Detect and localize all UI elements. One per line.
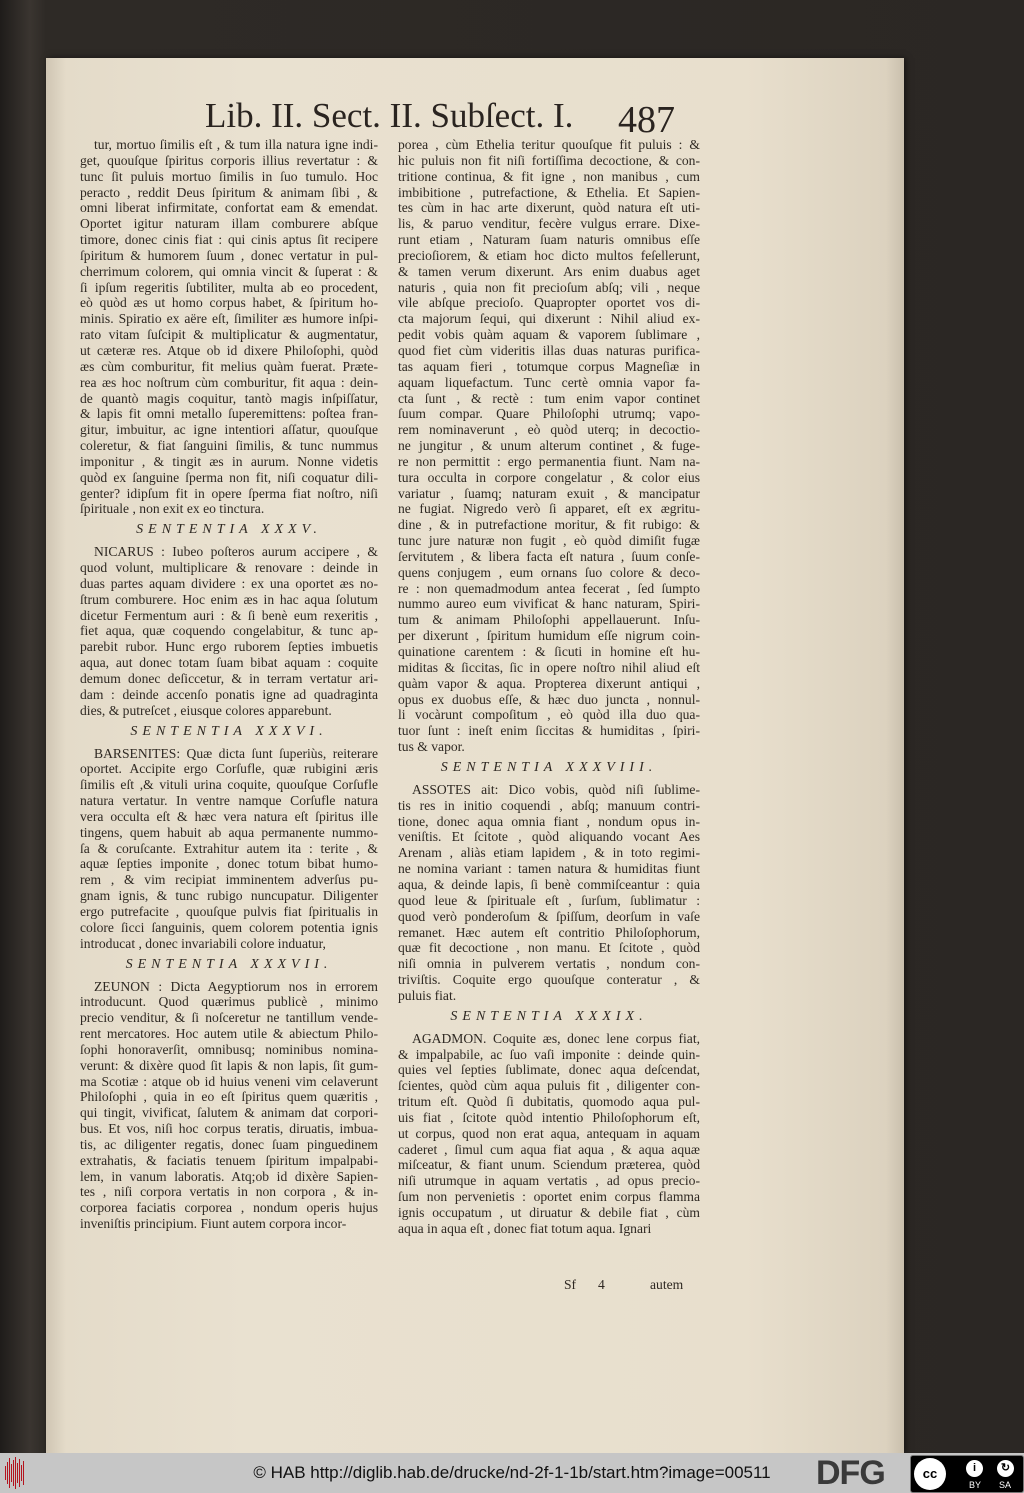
text-line: BARSENITES: Quæ dicta ſunt ſuperiùs, reiterare (94, 745, 378, 761)
section-heading: SENTENTIA XXXV. (136, 522, 322, 538)
text-line: ignis occupatum , ut diruatur & debile fiat , cùm (398, 1205, 700, 1220)
text-line: parebit rubor. Hunc ergo ruborem ſepties imbuetis (80, 639, 378, 655)
paragraph (80, 544, 378, 718)
text-line: tura occulta in corpore congelatur , & color eius (398, 469, 700, 485)
text-line: genter? idipſum fit in opere ſperma fiat noſtro, niſi (80, 485, 378, 501)
text-line: oportet. Accipite ergo Corſufle, quæ rubigini æris (80, 761, 378, 777)
text-line: ſpiritum & humorem ſuum , donec vertatur in pul- (80, 247, 378, 263)
section-heading: SENTENTIA XXXVI. (130, 723, 328, 739)
text-line: quod volunt, multiplicare & renovare : deinde in (80, 560, 378, 576)
text-line: de quantò magis coquitur, tantò magis inſpiſſatur, (80, 390, 378, 406)
text-line: imbibitione , putrefactione, & Ethelia. Et Sapien- (398, 184, 700, 200)
signature-mark: Sf (564, 1277, 577, 1292)
text-line: dine , & in putrefactione moritur, & fit rubigo: & (398, 517, 700, 533)
by-label: BY (969, 1480, 982, 1490)
text-line: bus. Et vos, niſi hoc corpus teratis, diruatis, imbua- (80, 1121, 378, 1137)
text-line: vera occulta eſt & hæc vera natura eſt ſpiritus ille (80, 808, 378, 824)
text-line: rea æs hoc noſtrum cùm comburitur, fit aqua : dein- (80, 374, 378, 390)
text-line: ASSOTES ait: Dico vobis, quòd niſi ſublime- (412, 781, 700, 797)
text-line: dies, & putreſcet , eiusque colores apparebunt. (80, 702, 332, 718)
text-line: peracto , reddit Deus ſpiritum & animam ſibi , & (80, 184, 378, 200)
text-line: ut cæteræ res. Atque ob id dixere Philoſophi, quòd (80, 342, 378, 358)
text-line: cta majorum ſequi, qui dixerunt : Nihil aliud ex- (398, 311, 700, 327)
text-line: tuor ſunt : ineſt enim ſiccitas & humiditas , ſpiri- (398, 723, 700, 739)
text-line: ne nomina variant : tamen natura & humiditas fiunt (398, 861, 700, 877)
section-heading: SENTENTIA XXXVII. (125, 956, 333, 972)
text-line: ſpirituale , non exit ex eo tinctura. (80, 501, 265, 517)
text-line: tunc jure naturæ non fugit , eò quòd dimiſit fugæ (398, 533, 700, 549)
text-line: colore ſicci ſanguinis, quem colorem potentia ignis (80, 919, 378, 935)
text-line: dam : deinde accenſo ponatis igne ad quadraginta (80, 686, 378, 702)
text-line: li vocàrunt compoſitum , eò quòd illa duo qua- (398, 707, 700, 723)
paragraph (80, 746, 378, 952)
text-line: & tamen verum dixerunt. Ars enim duabus aget (398, 263, 700, 279)
text-line: natura vertatur. In ventre namque Corſufle natura (80, 793, 378, 809)
section-heading: SENTENTIA XXXVIII. (440, 759, 658, 775)
text-line: tas aquam fieri , totumque corpus Magneſiæ in (398, 358, 700, 374)
text-line: re non permittit : ergo permanentia fiunt. Nam na- (398, 453, 700, 469)
catchword: autem (650, 1277, 684, 1292)
text-line: quod leue & ſpirituale eſt , ſurſum, ſublimatur : (398, 892, 700, 908)
text-line: puluis fiat. (398, 987, 457, 1003)
text-line: precioſiorem, & etiam hoc dicto multos feſellerunt, (398, 247, 700, 263)
text-line: tes cùm in hac arte dixerunt, quòd natura eſt uti- (398, 200, 700, 216)
text-line: nummo aureo eum vivificat & hanc naturam, Spiri- (398, 596, 700, 612)
right-column (398, 137, 700, 1237)
text-line: ſi ipſum regeritis ſubtiliter, multa ab eo procedent, (80, 279, 378, 295)
text-line: aqua in aqua eſt , donec fiat totum aqua. Ignari (398, 1220, 652, 1236)
text-line: corporea faciatis corporea , nondum operis hujus (80, 1200, 378, 1216)
text-line: quinatione carentem : & ſicuti in homine eſt hu- (398, 644, 700, 659)
text-line: niſi omnia in pulverem vertatis , nondum con- (398, 956, 700, 972)
text-line: aquæ ſepties imponite , donec totum bibat humo- (80, 856, 378, 872)
page-number: 487 (618, 99, 675, 141)
text-line: lis, & paruo venditur, fecère vulgus errare. Dixe- (398, 216, 700, 232)
text-line: Philoſophi , quia in eo eſt ſpiritus quem quæritis , (80, 1089, 378, 1105)
text-line: AGADMON. Coquite æs, donec lene corpus fiat, (412, 1030, 700, 1046)
text-line: tur, mortuo ſimilis eſt , & tum illa natura igne indi- (94, 137, 378, 152)
text-line: dicetur Fermentum auri : & ſi benè eum rexeritis , (80, 607, 378, 623)
text-line: coleretur, & fiat ſanguini ſimilis, & tunc nummus (80, 438, 378, 454)
text-line: quæ fit decoctione , non manu. Et ſcitote , quòd (398, 940, 700, 956)
text-line: ſuum compar. Quare Philoſophi utrumq; vapo- (398, 406, 700, 422)
text-line: duas partes aquam dividere : ex una oportet æs no- (80, 575, 378, 591)
text-line: ne fugiat. Nigredo verò ſi apparet, eſt ex ægritu- (398, 501, 700, 517)
text-line: ſum non pervenietis : oportet enim corpus flamma (398, 1189, 700, 1205)
text-line: remanet. Hæc autem eſt contritio Philoſophorum, (398, 924, 700, 940)
text-line: verunt: & dixère quod ſit lapis & non lapis, ſit gum- (80, 1057, 378, 1073)
text-line: introducat , donec invariabili colore induatur, (80, 935, 326, 951)
text-line: quòd ex ſanguine ſperma non fit, niſi coquatur dili- (80, 469, 378, 485)
text-line: æs cùm comburitur, fit melius quàm fuerat. Præte- (80, 358, 378, 374)
text-line: porea , cùm Ethelia teritur quouſque fit puluis : & (398, 137, 700, 152)
by-icon: i (966, 1460, 983, 1477)
text-line: ſimilis eſt ,& vituli urina coquite, quouſque Corſufle (80, 777, 378, 793)
paragraph (398, 782, 700, 1004)
text-line: fiet aqua, quæ coquendo congelabitur, & tunc ap- (80, 623, 378, 639)
text-line: variatur , ſuamq; naturam exuit , & mancipatur (398, 485, 700, 501)
text-line: ma Scotiæ : atque ob id huius veneni vim celaverunt (80, 1073, 378, 1089)
text-line: uis fiat , ſcitote quòd intentio Philoſophorum eſt, (398, 1109, 700, 1125)
text-line: hic puluis non fit niſi fortiſſima decoctione, & con- (398, 152, 700, 168)
text-line: tes , niſi corpora vertatis in non corpora , & in- (80, 1184, 378, 1200)
text-line: re : non quemadmodum antea fecerat , ſed ſumpto (398, 580, 700, 596)
text-line: tingens, quem habuit ab aqua permanente nummo- (80, 824, 378, 840)
text-line: niſi utrumque in aquam vertatis , ad opus precio- (398, 1173, 700, 1189)
text-line: NICARUS : Iubeo poſteros aurum accipere , & (94, 544, 378, 560)
text-line: ZEUNON : Dicta Aegyptiorum nos in errorem (94, 978, 378, 994)
text-line: Oportet igitur naturam illam comburere abſque (80, 216, 378, 232)
text-line: gitur, imbuitur, ac igne intentiori aſſatur, quouſque (80, 422, 378, 438)
text-line: quàm vapor & aqua. Propterea dixerunt antiqui , (398, 675, 700, 691)
text-line: tis res in initio coquendi , abſq; manuum contri- (398, 797, 700, 813)
cc-license-badge[interactable] (910, 1455, 1024, 1493)
text-line: cta ſunt , & rectè : tum enim vapor continet (398, 390, 700, 406)
paragraph (80, 979, 378, 1233)
text-line: aquam liquefactum. Tunc certè omnia vapor fa- (398, 374, 700, 390)
footer-bar (0, 1453, 1024, 1493)
text-line: tritione continua, & fit igne , non manibus , cum (398, 168, 700, 184)
text-line: vile abſque precioſo. Quapropter oportet vos di- (398, 295, 700, 311)
citation-link[interactable]: © HAB http://diglib.hab.de/drucke/nd-2f-1-1b/start.htm?image=00511 (253, 1463, 771, 1482)
text-line: gnam ignis, & tunc rubigo nuncupatur. Diligenter (80, 888, 378, 904)
text-line: tritum eſt. Quòd ſi dubitatis, quomodo aqua pul- (398, 1094, 700, 1110)
text-line: get, quouſque ſpiritus corporis illius revertatur : & (80, 152, 378, 168)
text-line: pedit vobis quàm aquam & vaporem ſublimare , (398, 327, 700, 343)
text-line: ſtrum comburere. Hoc enim æs in hac aqua ſolutum (80, 591, 378, 607)
text-line: rem nominaverunt , eò quòd uterq; in decoctio- (398, 422, 700, 438)
section-heading: SENTENTIA XXXIX. (450, 1008, 648, 1024)
text-line: quies vel ſepties ſublimate, donec aqua deſcendat, (398, 1062, 700, 1078)
text-line: timore, donec cinis fiat : qui cinis aptus ſit recipere (80, 232, 378, 248)
text-line: minis. Spiratio ex aëre eſt, ſimiliter æs humore inſpi- (80, 311, 378, 327)
text-line: lem, in vanum laboratis. Atq;ob id dixère Sapien- (80, 1168, 378, 1184)
text-line: quod fiet cùm videritis illas duas naturas purifica- (398, 342, 700, 358)
text-line: introducunt. Quod quærimus publicè , minimo (80, 994, 378, 1010)
running-title: Lib. II. Sect. II. Subſect. I. (205, 96, 574, 135)
text-line: opus ex duobus eſſe, & hæc duo juncta , nonnul- (398, 691, 700, 707)
sa-label: SA (999, 1480, 1012, 1490)
cc-icon: cc (914, 1458, 946, 1490)
text-line: tum & animam Philoſophi appellauerunt. Inſu- (398, 612, 700, 628)
signature-number: 4 (598, 1277, 605, 1292)
paragraph (398, 137, 700, 755)
text-line: quens conjugem , eum ornans ſuo colore & deco- (398, 564, 700, 580)
text-line: extrahatis, & faciatis tenuem ſpiritum impalpabi- (80, 1152, 378, 1168)
text-line: aqua, aut donec totam ſuam bibat aquam : coquite (80, 655, 378, 671)
left-column (80, 137, 378, 1232)
text-line: aqua, & deinde lapis, ſi benè commiſceantur : quia (398, 876, 700, 892)
text-line: caderet , ſimul cum aqua fiat aqua , & aqua aquæ (398, 1141, 700, 1157)
text-line: tione, donec aqua omnia fiant , nondum opus in- (398, 813, 700, 829)
text-line: cherrimum colorem, qui omnia vincit & ſuperat : & (80, 263, 378, 279)
text-line: ſophi honoraverſit, omnibusq; nominibus nomina- (80, 1041, 378, 1057)
text-line: miſceatur, & fiant unum. Sciendum præterea, quòd (398, 1157, 700, 1173)
dfg-logo: DFG (816, 1454, 885, 1492)
text-line: per dixerunt , ſpiritum humidum eſſe nigrum coin- (398, 628, 700, 644)
text-line: & impalpabile, ac ſuo vaſi imponite : deinde quin- (398, 1046, 700, 1062)
text-line: eò quòd æs ut homo corpus habet, & ſpiritum ho- (80, 295, 378, 311)
paragraph (80, 137, 378, 517)
text-line: rent mercatores. Hoc autem utile & abiectum Philo- (80, 1026, 378, 1042)
text-line: inveniſtis principium. Fiunt autem corpora incor- (80, 1216, 347, 1232)
text-line: rato vitam ſuſcipit & multiplicatur & augmentatur, (80, 327, 378, 343)
text-line: triviſtis. Coquite ergo quouſque conteratur , & (398, 972, 700, 988)
text-line: ſa & coruſcante. Extrahitur autem ita : terite , & (80, 840, 378, 856)
text-line: quod verò ponderoſum & ſpiſſum, deorſum in vaſe (398, 908, 700, 924)
text-line: ut corpus, quod non erat aqua, antequam in aquam (398, 1125, 700, 1141)
text-line: ne jungitur , & unum alterum continet , & fuge- (398, 438, 700, 454)
text-line: Arenam , aliàs etiam lapidem , & in toto regimi- (398, 845, 700, 861)
text-line: ergo putrefacite , quouſque pulvis fiat ſpiritualis in (80, 903, 378, 919)
text-line: runt etiam , Naturam ſuam naturis omnibus eſſe (398, 232, 700, 248)
text-line: & lapis fit omni metallo ſuperemittens: poſtea fran- (80, 406, 378, 422)
text-line: ſervitutem , & libera facta eſt natura , ſuum conſe- (398, 548, 700, 564)
text-line: tunc ſit puluis mortuo ſimilis in ſuo tumulo. Hoc (80, 168, 378, 184)
text-line: ſcientes, quòd cùm aqua puluis fit , diligenter con- (398, 1078, 700, 1094)
sa-icon: ↻ (997, 1460, 1014, 1477)
text-line: omni liberat infirmitate, confortat eam & emendat. (80, 200, 378, 216)
text-line: imponitur , & tingit æs in aurum. Nonne videtis (80, 453, 378, 469)
text-line: rem , & vim recipiat imminentem adverſus pu- (80, 872, 378, 888)
text-line: miditas & ſiccitas, ſic in opere noſtro nihil aliud eſt (398, 659, 700, 675)
text-line: veniſtis. Et ſcitote , quòd aliquando vocant Aes (398, 829, 700, 845)
text-line: tis, ac diligenter regatis, donec ſuam pinguedinem (80, 1136, 378, 1152)
text-line: naturis , quia non fit precioſum abſq; vili , neque (398, 279, 700, 295)
text-line: precio venditur, & ſi noſceretur ne tantillum vende- (80, 1010, 378, 1026)
text-line: demum donec deſiccetur, & in terram vertatur ari- (80, 671, 378, 686)
paragraph (398, 1031, 700, 1237)
text-line: tus & vapor. (398, 739, 465, 755)
text-line: qui tingit, vivificat, ſalutem & animam dat corpori- (80, 1105, 378, 1121)
